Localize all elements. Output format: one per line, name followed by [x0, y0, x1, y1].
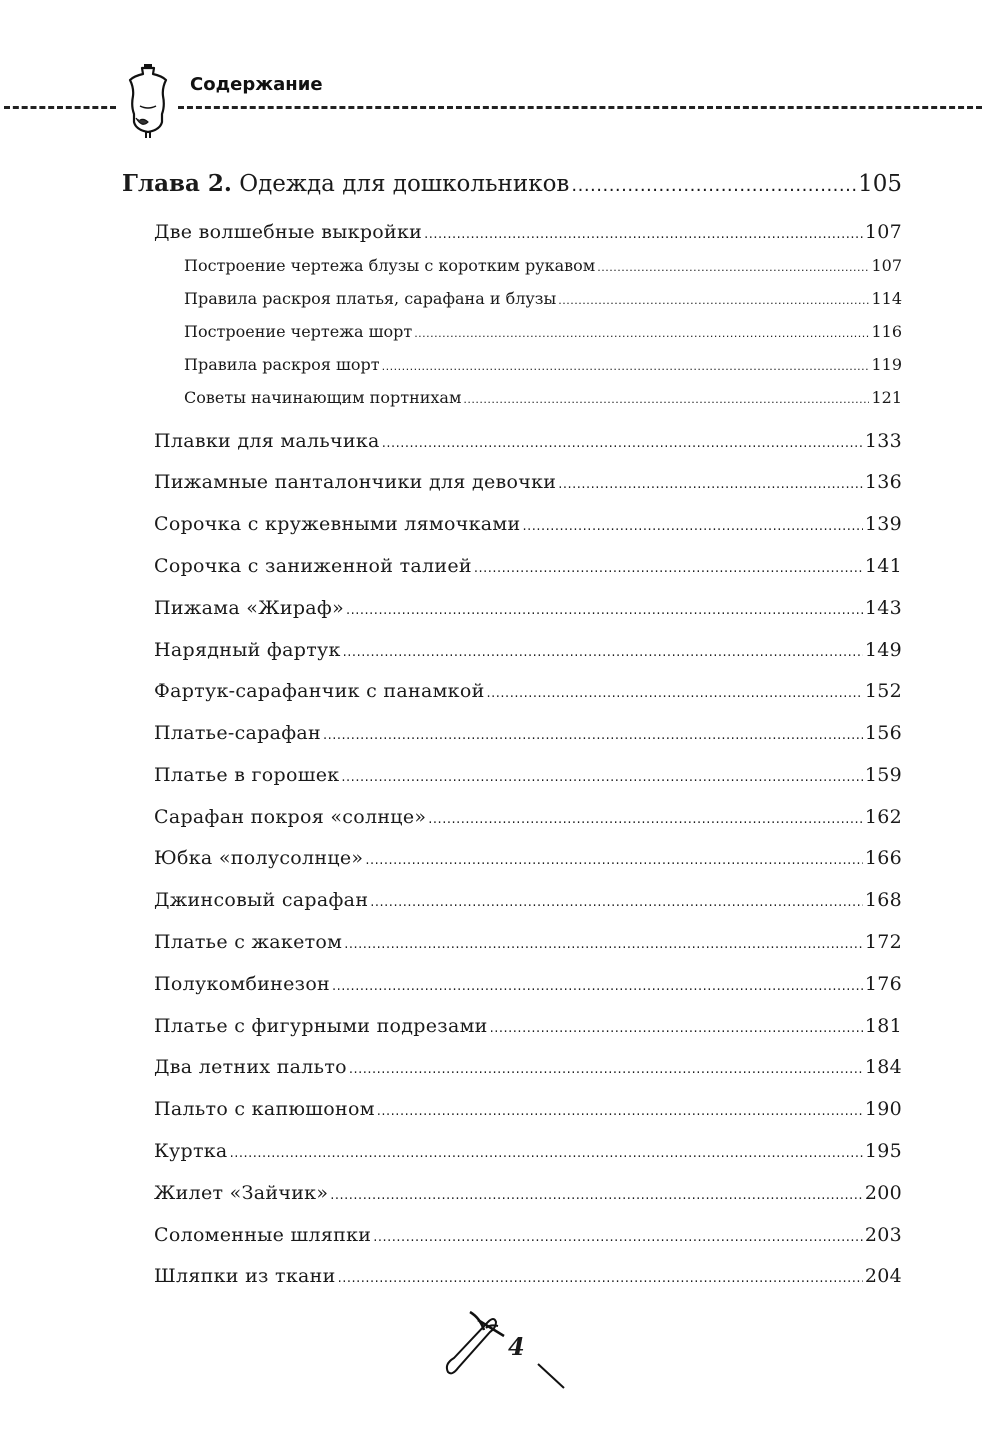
toc-entry[interactable] — [184, 256, 902, 275]
dot-leader — [338, 1271, 863, 1286]
dot-leader — [474, 561, 863, 576]
toc-entry-title: Джинсовый сарафан — [154, 889, 369, 911]
toc-entry-title: Построение чертежа шорт — [184, 322, 413, 341]
page-footer — [440, 1302, 580, 1402]
toc-entry-title: Юбка «полусолнце» — [154, 847, 364, 869]
toc-entry[interactable] — [154, 847, 902, 869]
mannequin-icon — [118, 62, 178, 138]
toc-entry[interactable] — [154, 973, 902, 995]
toc-entry-title: Правила раскроя платья, сарафана и блузы — [184, 289, 557, 308]
toc-entry[interactable] — [184, 388, 902, 407]
dot-leader — [323, 728, 863, 743]
chapter-name: Одежда для дошкольников — [239, 171, 570, 197]
dot-leader — [558, 294, 869, 307]
toc-entry-page: 119 — [871, 355, 902, 374]
toc-entry-title: Соломенные шляпки — [154, 1224, 372, 1246]
toc-entry-page: 184 — [864, 1056, 902, 1078]
toc-entry[interactable] — [154, 1140, 902, 1162]
dot-leader — [346, 603, 863, 618]
toc-entry[interactable] — [184, 355, 902, 374]
toc-entry-page: 156 — [864, 722, 902, 744]
toc-entry-title: Шляпки из ткани — [154, 1265, 336, 1287]
dot-leader — [230, 1146, 863, 1161]
toc-entry[interactable] — [154, 931, 902, 953]
dot-leader — [370, 895, 863, 910]
toc-entry-page: 141 — [864, 555, 902, 577]
toc-entry-page: 136 — [864, 471, 902, 493]
dot-leader — [522, 519, 862, 534]
toc-entry-page: 195 — [864, 1140, 902, 1162]
toc-entry-page: 107 — [864, 221, 902, 243]
toc-entry-page: 159 — [864, 764, 902, 786]
dot-leader — [414, 327, 869, 340]
toc-entry-title: Пижамные панталончики для девочки — [154, 471, 557, 493]
toc-entry-title: Сорочка с кружевными лямочками — [154, 513, 521, 535]
dot-leader — [382, 436, 863, 451]
toc-entry-title: Плавки для мальчика — [154, 430, 380, 452]
toc-entry[interactable] — [184, 289, 902, 308]
toc-entry-title: Два летних пальто — [154, 1056, 347, 1078]
toc-entry-page: 190 — [864, 1098, 902, 1120]
toc-entry[interactable] — [154, 1224, 902, 1246]
toc-entry-page: 121 — [871, 388, 902, 407]
dot-leader — [332, 979, 863, 994]
dot-leader — [571, 175, 856, 196]
toc-entry[interactable] — [154, 1098, 902, 1120]
toc-entry[interactable] — [154, 764, 902, 786]
dot-leader — [558, 477, 863, 492]
dot-leader — [377, 1104, 863, 1119]
toc-entry-title: Сорочка с заниженной талией — [154, 555, 472, 577]
toc-entry[interactable] — [154, 1182, 902, 1204]
dot-leader — [341, 770, 862, 785]
toc-entry-page: 116 — [871, 322, 902, 341]
page-number: 4 — [508, 1332, 525, 1361]
toc-entry-page: 149 — [864, 639, 902, 661]
toc-entry-page: 133 — [864, 430, 902, 452]
toc-entry-page: 204 — [864, 1265, 902, 1287]
toc-entry[interactable] — [154, 430, 902, 452]
dot-leader — [349, 1062, 863, 1077]
chapter-label: Глава 2. — [122, 170, 232, 197]
toc-entry[interactable] — [154, 597, 902, 619]
toc-entry[interactable] — [154, 1015, 902, 1037]
toc-entry-title: Фартук-сарафанчик с панамкой — [154, 680, 485, 702]
toc-entry[interactable] — [154, 639, 902, 661]
toc-entry[interactable] — [154, 680, 902, 702]
page-header — [0, 58, 986, 138]
toc-entry-title: Пальто с капюшоном — [154, 1098, 375, 1120]
dot-leader — [463, 393, 869, 406]
toc-entry-title: Правила раскроя шорт — [184, 355, 380, 374]
toc-entry-title: Полукомбинезон — [154, 973, 331, 995]
toc-entry-title: Советы начинающим портнихам — [184, 388, 462, 407]
toc-entry-title: Платье-сарафан — [154, 722, 322, 744]
chapter-heading[interactable] — [122, 170, 902, 197]
toc-entry-title: Платье с жакетом — [154, 931, 343, 953]
toc-entry-page: 176 — [864, 973, 902, 995]
header-divider-left — [4, 106, 116, 109]
toc-entry-title: Две волшебные выкройки — [154, 221, 423, 243]
toc-entry-title: Платье с фигурными подрезами — [154, 1015, 488, 1037]
toc-entry-title: Жилет «Зайчик» — [154, 1182, 329, 1204]
dot-leader — [343, 645, 863, 660]
toc-entry-page: 114 — [871, 289, 902, 308]
toc-entry[interactable] — [154, 1056, 902, 1078]
toc-entry[interactable] — [154, 806, 902, 828]
toc-entry-page: 172 — [864, 931, 902, 953]
toc-entry-title: Нарядный фартук — [154, 639, 341, 661]
dot-leader — [382, 360, 870, 373]
toc-entry-page: 152 — [864, 680, 902, 702]
toc-entry[interactable] — [154, 513, 902, 535]
toc-entry-page: 143 — [864, 597, 902, 619]
toc-entry-page: 203 — [864, 1224, 902, 1246]
toc-entry[interactable] — [154, 221, 902, 243]
header-divider-right — [178, 106, 982, 109]
toc-entry[interactable] — [154, 1265, 902, 1287]
toc-entry-title: Куртка — [154, 1140, 228, 1162]
dot-leader — [365, 853, 862, 868]
section-title: Содержание — [190, 74, 323, 95]
toc-entry[interactable] — [154, 722, 902, 744]
toc-entry-title: Построение чертежа блузы с коротким рукавом — [184, 256, 596, 275]
dot-leader — [373, 1230, 863, 1245]
toc-entry-page: 181 — [864, 1015, 902, 1037]
toc-entry[interactable] — [184, 322, 902, 341]
dot-leader — [597, 261, 869, 274]
toc-entry[interactable] — [154, 889, 902, 911]
toc-entry-title: Сарафан покроя «солнце» — [154, 806, 427, 828]
toc-entry-page: 166 — [864, 847, 902, 869]
toc-entry[interactable] — [154, 471, 902, 493]
toc-entry-page: 200 — [864, 1182, 902, 1204]
toc-entry-title: Пижама «Жираф» — [154, 597, 345, 619]
chapter-title — [122, 170, 569, 197]
dot-leader — [344, 937, 863, 952]
toc-entry-page: 168 — [864, 889, 902, 911]
dot-leader — [424, 227, 863, 242]
toc-entry[interactable] — [154, 555, 902, 577]
dot-leader — [330, 1188, 863, 1203]
toc-entry-page: 162 — [864, 806, 902, 828]
chapter-page: 105 — [858, 171, 902, 197]
dot-leader — [487, 686, 863, 701]
dot-leader — [428, 812, 863, 827]
dot-leader — [490, 1021, 863, 1036]
toc-entry-page: 107 — [871, 256, 902, 275]
toc-entry-page: 139 — [864, 513, 902, 535]
toc-entry-title: Платье в горошек — [154, 764, 340, 786]
